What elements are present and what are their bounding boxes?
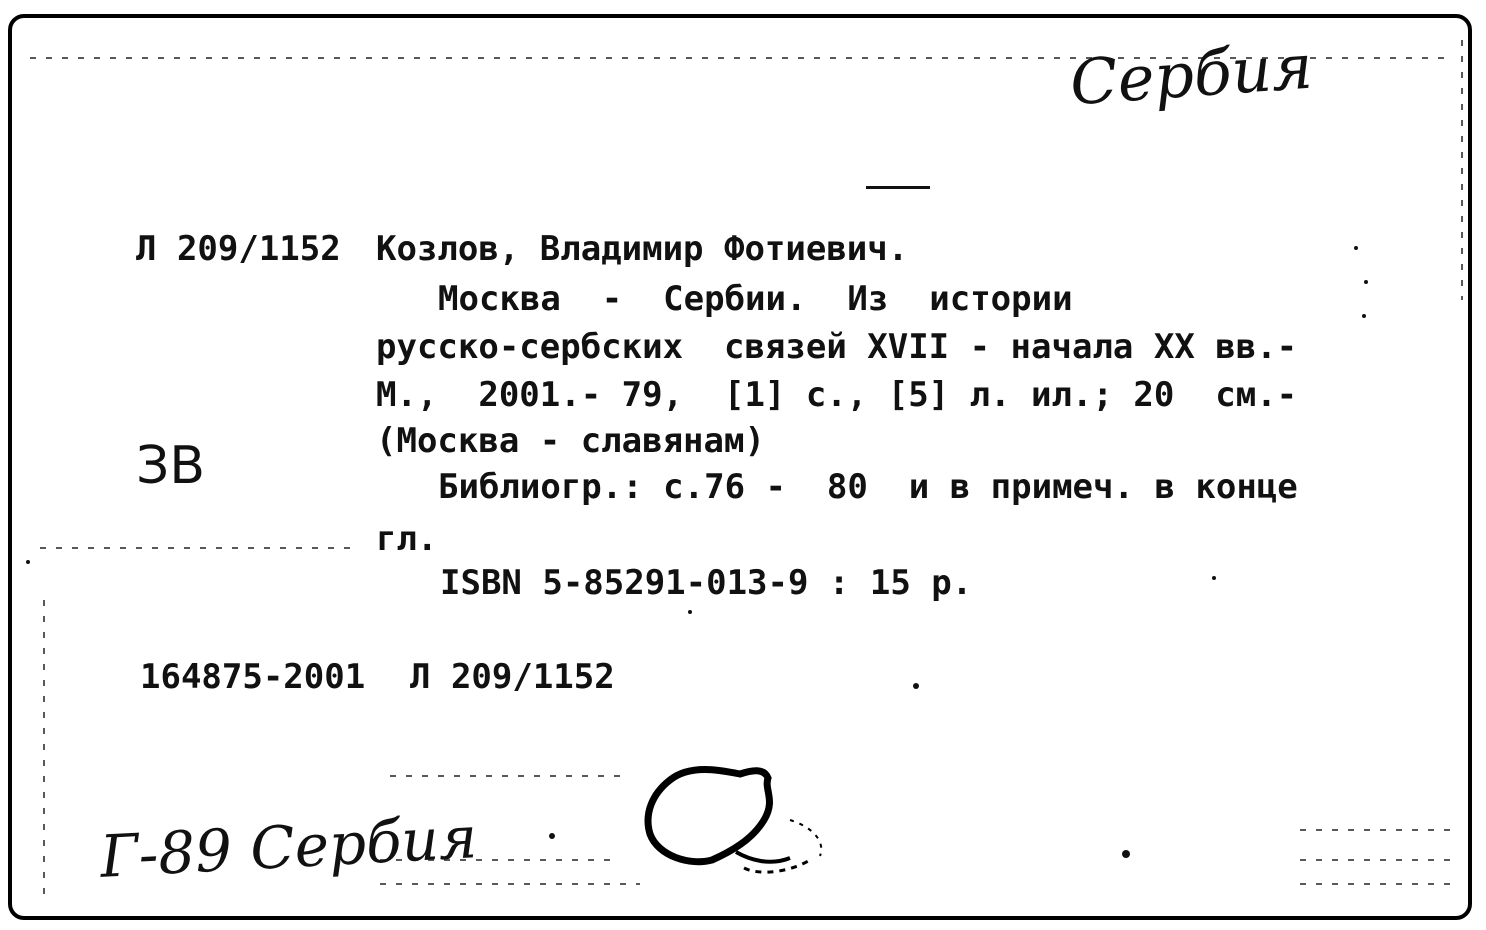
- shelfmark: Л 209/1152: [136, 229, 341, 269]
- title-line-continued: русско-сербских связей XVII - начала XX вв.-: [376, 327, 1298, 367]
- handwritten-left-mark: ЗВ: [136, 436, 206, 496]
- bibliography-note: Библиогр.: с.76 - 80 и в примеч. в конце: [438, 467, 1298, 507]
- series-line: (Москва - славянам): [376, 421, 765, 461]
- imprint-line: М., 2001.- 79, [1] с., [5] л. ил.; 20 см.-: [376, 375, 1298, 415]
- isbn-line: ISBN 5-85291-013-9 : 15 р.: [440, 563, 973, 603]
- title-line: Москва - Сербии. Из истории: [438, 279, 1073, 319]
- accession-number: 164875-2001: [140, 657, 366, 697]
- author-heading: Козлов, Владимир Фотиевич.: [376, 229, 909, 269]
- bibliography-note-continued: гл.: [376, 519, 438, 559]
- handwritten-subject-top: Сербия: [1067, 29, 1315, 120]
- library-stamp: [640, 760, 840, 880]
- footer-shelfmark: Л 209/1152: [410, 657, 615, 697]
- handwritten-class-mark: Г-89 Сербия: [98, 803, 479, 891]
